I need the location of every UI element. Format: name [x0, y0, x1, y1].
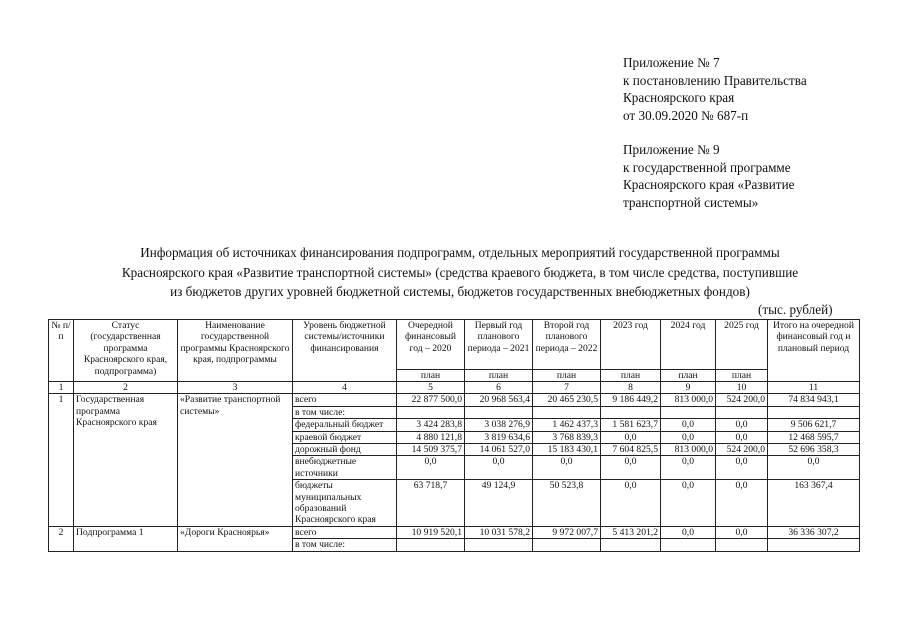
cell-2025: 524 200,0	[716, 394, 768, 406]
cell-total: 12 468 595,7	[768, 431, 860, 443]
cell-total: 36 336 307,2	[768, 526, 860, 538]
column-number: 2	[74, 382, 178, 394]
financing-table	[48, 319, 860, 552]
cell-2023	[601, 406, 661, 418]
cell-2024: 0,0	[661, 526, 716, 538]
title-line: из бюджетов других уровней бюджетной системы, бюджетов государственных внебюджетных фондов)	[170, 284, 750, 299]
appendix-9-line: к государственной программе	[623, 159, 791, 175]
column-number: 8	[601, 382, 661, 394]
cell-2021: 0,0	[465, 456, 533, 480]
cell-2022: 15 183 430,1	[533, 444, 601, 456]
cell-2021: 3 819 634,6	[465, 431, 533, 443]
column-number: 7	[533, 382, 601, 394]
cell-2023	[601, 539, 661, 551]
column-number: 9	[661, 382, 716, 394]
cell-2023: 9 186 449,2	[601, 394, 661, 406]
header-num: № п/п	[49, 320, 74, 382]
title-line: Красноярского края «Развитие транспортной системы» (средства краевого бюджета, в том числе средства, поступившие	[121, 264, 799, 280]
cell-2021	[465, 406, 533, 418]
cell-2022: 20 465 230,5	[533, 394, 601, 406]
table-row	[49, 526, 860, 538]
cell-2024	[661, 539, 716, 551]
column-number: 10	[716, 382, 768, 394]
column-number: 11	[768, 382, 860, 394]
cell-2022	[533, 539, 601, 551]
plan-label: план	[397, 370, 465, 382]
row-level: в том числе:	[293, 539, 397, 551]
cell-2022	[533, 406, 601, 418]
units-label: (тыс. рублей)	[758, 302, 833, 317]
header-name: Наименование государственной программы Красноярского края, подпрограммы	[178, 320, 293, 382]
cell-2025: 0,0	[716, 526, 768, 538]
approval-header	[623, 54, 893, 211]
cell-2022: 1 462 437,3	[533, 419, 601, 431]
cell-2020: 10 919 520,1	[397, 526, 465, 538]
cell-2024: 0,0	[661, 456, 716, 480]
cell-2022: 0,0	[533, 456, 601, 480]
cell-2024: 0,0	[661, 431, 716, 443]
cell-2021	[465, 539, 533, 551]
appendix-7-line: от 30.09.2020 № 687-п	[623, 107, 749, 123]
plan-label: план	[716, 370, 768, 382]
cell-2024: 813 000,0	[661, 394, 716, 406]
cell-2020	[397, 539, 465, 551]
cell-2022: 50 523,8	[533, 480, 601, 527]
cell-2025: 0,0	[716, 431, 768, 443]
cell-2025: 0,0	[716, 456, 768, 480]
cell-2024	[661, 406, 716, 418]
column-number: 3	[178, 382, 293, 394]
row-status: Подпрограмма 1	[74, 526, 178, 551]
cell-2021: 20 968 563,4	[465, 394, 533, 406]
cell-2025	[716, 406, 768, 418]
row-level: федеральный бюджет	[293, 419, 397, 431]
cell-total	[768, 539, 860, 551]
cell-2023: 7 604 825,5	[601, 444, 661, 456]
cell-total: 74 834 943,1	[768, 394, 860, 406]
header-2022: Второй год планового периода – 2022	[533, 320, 601, 370]
cell-2025: 0,0	[716, 419, 768, 431]
title-line: Информация об источниках финансирования подпрограмм, отдельных мероприятий государственной программы	[140, 245, 780, 260]
plan-label: план	[533, 370, 601, 382]
header-2025: 2025 год	[716, 320, 768, 370]
appendix-9-line: транспортной системы»	[623, 194, 759, 210]
cell-2020: 22 877 500,0	[397, 394, 465, 406]
cell-2025: 0,0	[716, 480, 768, 527]
header-total: Итого на очередной финансовый год и плановый период	[768, 320, 860, 382]
document-title	[60, 243, 860, 302]
appendix-7-line: к постановлению Правительства	[623, 72, 807, 88]
cell-2023: 5 413 201,2	[601, 526, 661, 538]
row-level: краевой бюджет	[293, 431, 397, 443]
cell-2020: 3 424 283,8	[397, 419, 465, 431]
row-number: 2	[49, 526, 74, 551]
cell-2022: 9 972 007,7	[533, 526, 601, 538]
header-2021: Первый год планового периода – 2021	[465, 320, 533, 370]
cell-total: 9 506 621,7	[768, 419, 860, 431]
cell-total: 52 696 358,3	[768, 444, 860, 456]
header-2020: Очередной финансовый год – 2020	[397, 320, 465, 370]
cell-2023: 0,0	[601, 456, 661, 480]
appendix-7-line: Красноярского края	[623, 90, 735, 105]
row-level: всего	[293, 394, 397, 406]
column-number: 5	[397, 382, 465, 394]
header-level: Уровень бюджетной системы/источники финансирования	[293, 320, 397, 382]
cell-2025: 524 200,0	[716, 444, 768, 456]
row-level: в том числе:	[293, 406, 397, 418]
row-level: дорожный фонд	[293, 444, 397, 456]
column-number: 1	[49, 382, 74, 394]
cell-total	[768, 406, 860, 418]
cell-total: 163 367,4	[768, 480, 860, 527]
cell-2020: 0,0	[397, 456, 465, 480]
cell-2022: 3 768 839,3	[533, 431, 601, 443]
plan-label: план	[661, 370, 716, 382]
cell-2021: 3 038 276,9	[465, 419, 533, 431]
cell-2021: 49 124,9	[465, 480, 533, 527]
cell-2020: 63 718,7	[397, 480, 465, 527]
cell-2020: 14 509 375,7	[397, 444, 465, 456]
appendix-9-line: Приложение № 9	[623, 142, 720, 157]
row-name: «Дороги Красноярья»	[178, 526, 293, 551]
cell-2021: 14 061 527,0	[465, 444, 533, 456]
row-name: «Развитие транспортной системы»	[178, 394, 293, 526]
cell-2023: 0,0	[601, 480, 661, 527]
cell-total: 0,0	[768, 456, 860, 480]
plan-label: план	[601, 370, 661, 382]
header-2023: 2023 год	[601, 320, 661, 370]
row-level: всего	[293, 526, 397, 538]
row-level: бюджеты муниципальных образований Красноярского края	[293, 480, 397, 527]
row-level: внебюджетные источники	[293, 456, 397, 480]
column-number-row	[49, 382, 860, 394]
cell-2023: 1 581 623,7	[601, 419, 661, 431]
table-row	[49, 394, 860, 406]
cell-2025	[716, 539, 768, 551]
header-row	[49, 320, 860, 370]
row-number: 1	[49, 394, 74, 526]
cell-2023: 0,0	[601, 431, 661, 443]
header-status: Статус (государственная программа Красноярского края, подпрограмма)	[74, 320, 178, 382]
cell-2021: 10 031 578,2	[465, 526, 533, 538]
column-number: 6	[465, 382, 533, 394]
plan-label: план	[465, 370, 533, 382]
row-status: Государственная программа Красноярского края	[74, 394, 178, 526]
cell-2024: 0,0	[661, 480, 716, 527]
appendix-9-line: Красноярского края «Развитие	[623, 177, 795, 192]
cell-2020	[397, 406, 465, 418]
cell-2020: 4 880 121,8	[397, 431, 465, 443]
cell-2024: 0,0	[661, 419, 716, 431]
column-number: 4	[293, 382, 397, 394]
cell-2024: 813 000,0	[661, 444, 716, 456]
appendix-7-line: Приложение № 7	[623, 55, 720, 70]
header-2024: 2024 год	[661, 320, 716, 370]
